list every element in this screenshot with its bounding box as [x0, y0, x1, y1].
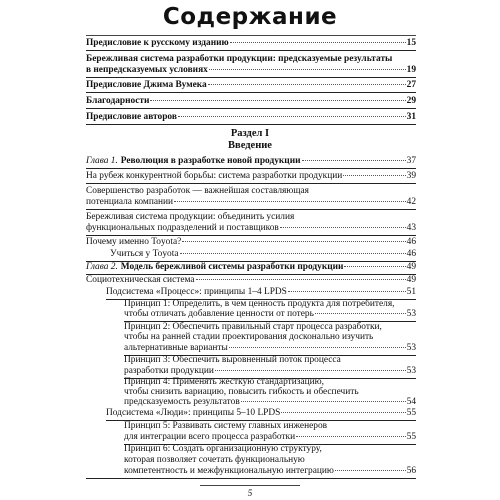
toc-entry-title: в непредсказуемых условиях — [86, 65, 208, 75]
leader-dots — [208, 84, 406, 85]
leader-dots — [302, 160, 406, 161]
divider — [86, 108, 416, 109]
divider — [86, 77, 416, 78]
toc-entry[interactable] — [106, 287, 416, 298]
divider — [86, 183, 416, 184]
toc-entry-title: Почему именно Toyota? — [86, 237, 182, 247]
toc-entry-line1[interactable] — [124, 421, 416, 432]
toc-entry-title: Благодарности — [86, 96, 150, 106]
toc-entry-page: 19 — [406, 65, 416, 75]
toc-entry[interactable] — [86, 80, 416, 91]
toc-entry-title: разработки продукции — [124, 366, 214, 376]
chapter-prefix: Глава 2. — [86, 262, 118, 272]
toc-entry-title: компетентность и межфункциональную интеграцию — [124, 466, 334, 476]
toc-entry-page: 55 — [406, 432, 416, 442]
divider — [86, 50, 416, 51]
toc-entry-page: 31 — [406, 112, 416, 122]
leader-dots — [196, 279, 406, 280]
leader-dots — [315, 313, 406, 314]
toc-entry-page: 42 — [406, 197, 416, 207]
toc-entry-page: 43 — [406, 223, 416, 233]
section-name: Введение — [228, 140, 272, 151]
toc-entry-title: Принцип 1: Определить, в чем ценность продукта для потребителя, — [124, 299, 395, 309]
toc-entry-title: На рубеж конкурентной борьбы: система разработки продукции — [86, 171, 343, 181]
toc-entry-title: Подсистема «Процесс»: принципы 1–4 LPDS — [106, 287, 287, 297]
toc-entry-line1[interactable] — [124, 355, 416, 366]
page-title: Содержание — [162, 4, 338, 30]
toc-entry-page: 29 — [406, 96, 416, 106]
leader-dots — [343, 175, 405, 176]
toc-entry[interactable] — [86, 65, 416, 76]
toc-entry[interactable] — [124, 343, 416, 354]
toc-entry-title: Принцип 4: Применять жесткую стандартизацию, — [124, 377, 325, 387]
toc-entry-title: потенциала компании — [86, 197, 174, 207]
toc-entry[interactable] — [86, 112, 416, 123]
toc-entry-title: Учиться у Toyota — [110, 249, 179, 259]
page-number: 5 — [247, 488, 253, 498]
toc-entry[interactable] — [86, 171, 416, 182]
divider — [86, 92, 416, 93]
toc-entry-title: Бережливая система разработки продукции: предсказуемые результаты — [86, 54, 393, 64]
leader-dots — [296, 436, 406, 437]
toc-entry-title: чтобы снизить вариацию, повысить гибкость и обеспечить — [124, 387, 359, 397]
chapter-prefix: Глава 1. — [86, 156, 118, 166]
toc-entry-page: 46 — [406, 249, 416, 259]
divider — [86, 124, 416, 125]
leader-dots — [209, 69, 406, 70]
leader-dots — [344, 266, 405, 267]
toc-entry-title: Принцип 3: Обеспечить выровненный поток процесса — [124, 355, 341, 365]
toc-entry-title: которая позволяет сочетать функциональную — [124, 455, 305, 465]
toc-entry-page: 51 — [406, 287, 416, 297]
chapter-heading[interactable] — [86, 156, 416, 167]
toc-entry-title: Подсистема «Люди»: принципы 5–10 LPDS — [106, 408, 281, 418]
toc-entry-title: Предисловие Джима Вумека — [86, 80, 207, 90]
leader-dots — [241, 401, 406, 402]
leader-dots — [281, 412, 405, 413]
toc-entry[interactable] — [86, 237, 416, 248]
leader-dots — [215, 370, 406, 371]
toc-entry-title: альтернативные варианты — [124, 343, 228, 353]
toc-entry-title: Социотехническая система — [86, 275, 195, 285]
leader-dots — [335, 470, 406, 471]
toc-entry-page: 46 — [406, 237, 416, 247]
toc-entry-page: 37 — [406, 156, 416, 166]
toc-entry[interactable] — [86, 197, 416, 208]
leader-dots — [178, 116, 406, 117]
chapter-title: Модель бережливой системы разработки продукции — [120, 262, 344, 272]
section-label: Раздел I — [230, 128, 270, 139]
toc-entry-title: Предисловие авторов — [86, 112, 177, 122]
toc-entry-line1[interactable] — [86, 54, 416, 65]
toc-entry-title: Принцип 2: Обеспечить правильный старт процесса разработки, — [124, 322, 382, 332]
footer-rule — [200, 485, 300, 486]
toc-entry-page: 53 — [406, 366, 416, 376]
toc-entry-page: 54 — [406, 397, 416, 407]
toc-entry-page: 49 — [406, 262, 416, 272]
toc-entry-title: Принцип 5: Развивать систему главных инженеров — [124, 421, 328, 431]
toc-entry-page: 15 — [406, 38, 416, 48]
toc-entry[interactable] — [124, 309, 416, 320]
toc-entry-title: чтобы отличать добавление ценности от потерь — [124, 309, 314, 319]
toc-entry-title: чтобы на ранней стадии проектирования досконально изучить — [124, 332, 374, 342]
divider — [86, 235, 416, 236]
toc-entry[interactable] — [124, 432, 416, 443]
toc-entry[interactable] — [110, 249, 416, 260]
leader-dots — [280, 227, 406, 228]
toc-entry[interactable] — [86, 38, 416, 49]
divider — [86, 168, 416, 169]
toc-entry-page: 27 — [406, 80, 416, 90]
toc-entry[interactable] — [86, 223, 416, 234]
leader-dots — [229, 347, 406, 348]
toc-entry[interactable] — [124, 397, 416, 408]
toc-entry-title: для интеграции всего процесса разработки — [124, 432, 296, 442]
toc-entry-title: Совершенство разработок — важнейшая составляющая — [86, 186, 309, 196]
leader-dots — [230, 42, 406, 43]
chapter-title: Революция в разработке новой продукции — [120, 156, 301, 166]
toc-entry-page: 39 — [406, 171, 416, 181]
toc-entry[interactable] — [106, 408, 416, 419]
divider — [86, 478, 416, 479]
toc-entry-page: 49 — [406, 275, 416, 285]
toc-entry-line2[interactable] — [124, 455, 416, 466]
toc-entry-line1[interactable] — [86, 186, 416, 197]
chapter-heading[interactable] — [86, 262, 416, 273]
toc-entry[interactable] — [86, 275, 416, 286]
toc-entry-title: функциональных подразделений и поставщиков — [86, 223, 279, 233]
toc-entry-line2[interactable] — [124, 332, 416, 343]
leader-dots — [182, 241, 405, 242]
toc-entry-line1[interactable] — [124, 444, 416, 455]
leader-dots — [180, 253, 406, 254]
toc-entry-title: Бережливая система продукции: объединить усилия — [86, 212, 295, 222]
toc-entry-page: 53 — [406, 343, 416, 353]
leader-dots — [150, 100, 405, 101]
divider — [86, 209, 416, 210]
toc-entry-page: 53 — [406, 309, 416, 319]
toc-entry-line1[interactable] — [86, 212, 416, 223]
toc-entry-title: Предисловие к русскому изданию — [86, 38, 229, 48]
toc-entry-page: 55 — [406, 408, 416, 418]
toc-entry[interactable] — [124, 466, 416, 477]
toc-entry-title: Принцип 6: Создать организационную структуру, — [124, 444, 322, 454]
leader-dots — [288, 291, 406, 292]
toc-entry[interactable] — [124, 366, 416, 377]
toc-entry[interactable] — [86, 96, 416, 107]
leader-dots — [174, 201, 406, 202]
toc-entry-title: предсказуемость результатов — [124, 397, 240, 407]
toc-entry-page: 56 — [406, 466, 416, 476]
